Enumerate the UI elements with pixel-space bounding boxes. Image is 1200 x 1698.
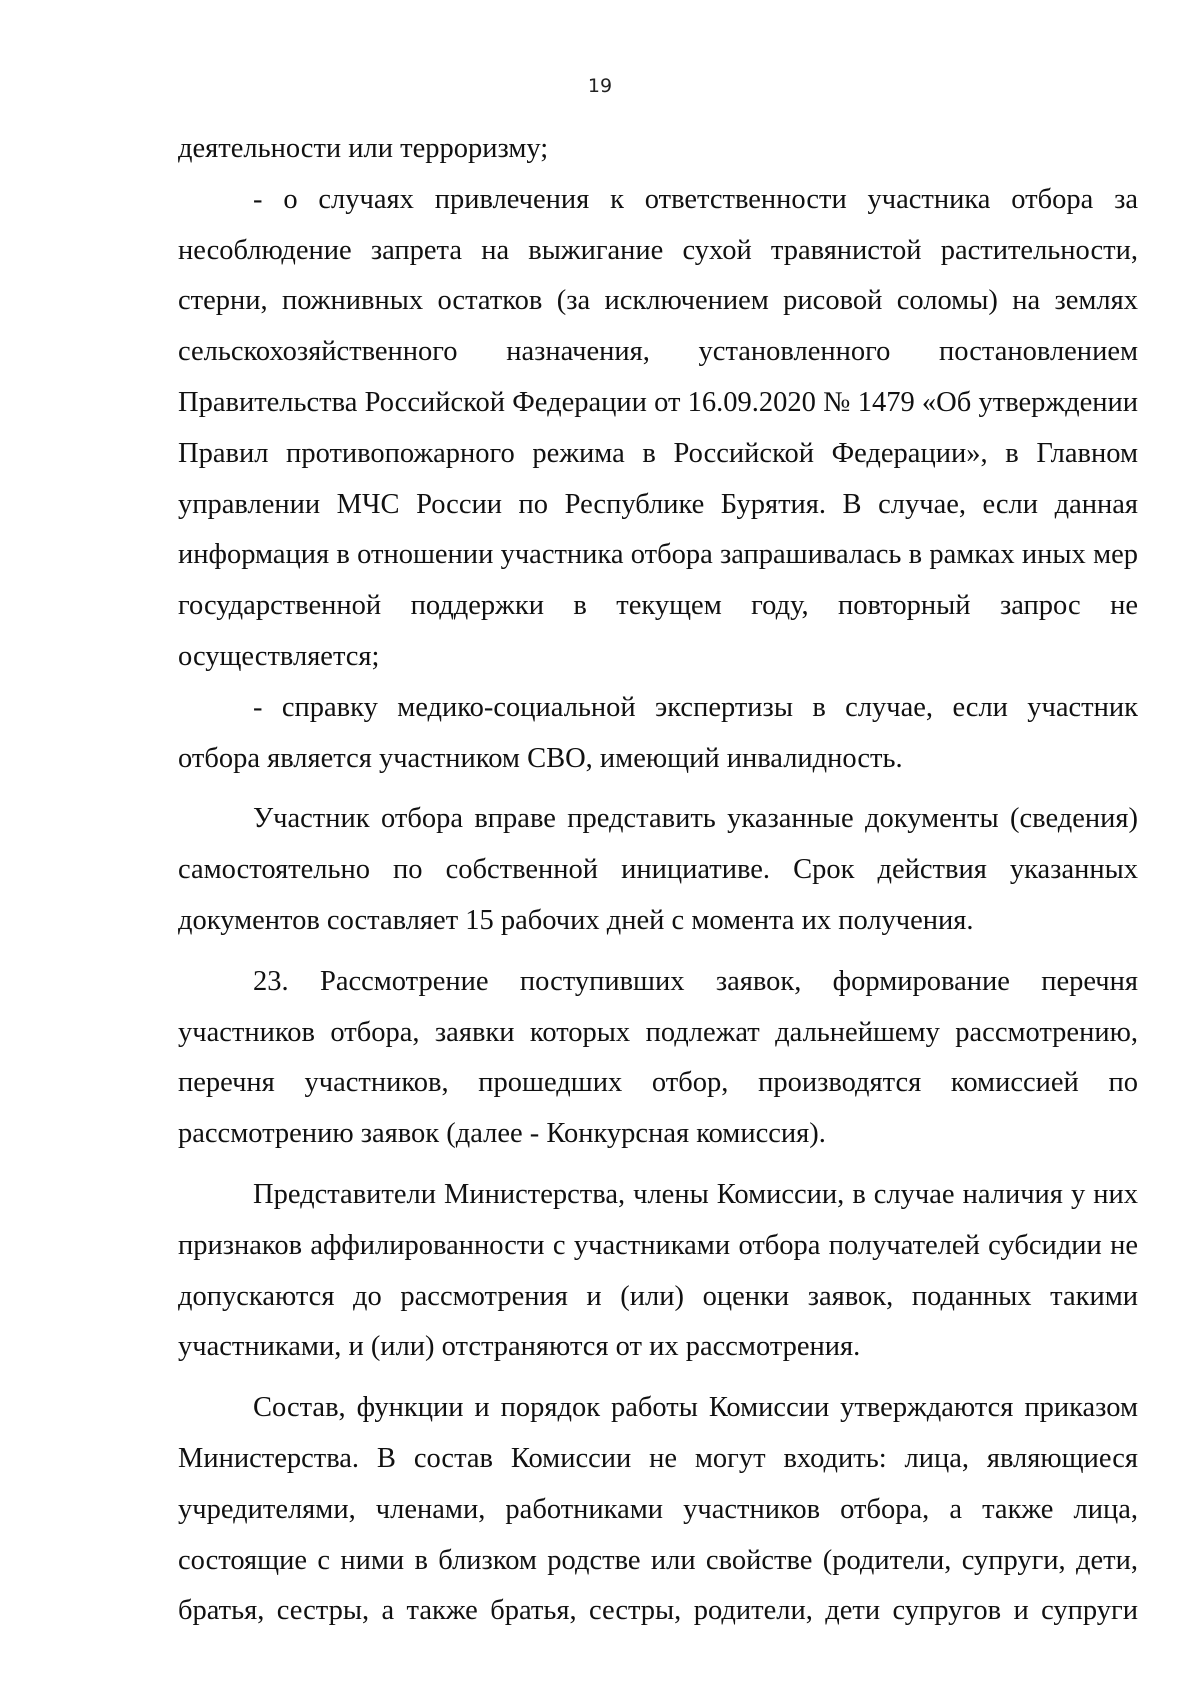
- paragraph-documents-validity: Участник отбора вправе представить указанные документы (сведения) самостоятельно по собственной инициативе. Срок действия указанных документов составляет 15 рабочих дней с момента их получения.: [178, 803, 1138, 936]
- paragraph-affiliation: Представители Министерства, члены Комиссии, в случае наличия у них признаков аффилированности с участниками отбора получателей субсидии не допускаются до рассмотрения и (или) оценки заявок, поданных такими участниками, и (или) отстраняются от их рассмотрения.: [178, 1178, 1138, 1363]
- page-number: 19: [587, 75, 613, 97]
- document-body: [178, 124, 1138, 1637]
- paragraph-fire-violations-request: - о случаях привлечения к ответственности участника отбора за несоблюдение запрета на выжигание сухой травянистой растительности, стерни, пожнивных остатков (за исключением рисовой соломы) на землях сельскохозяйственного назначения, установленного постановлением Правительства Российской Федерации от 16.09.2020 № 1479 «Об утверждении Правил противопожарного режима в Российской Федерации», в Главном управлении МЧС России по Республике Бурятия. В случае, если данная информация в отношении участника отбора запрашивалась в рамках иных мер государственной поддержки в текущем году, повторный запрос не осуществляется;: [178, 183, 1138, 672]
- paragraph-commission-composition: Состав, функции и порядок работы Комиссии утверждаются приказом Министерства. В состав Комиссии не могут входить: лица, являющиеся учредителями, членами, работниками участников отбора, а также лица, состоящие с ними в близком родстве или свойстве (родители, супруги, дети, братья, сестры, а также братья, сестры, родители, дети супругов и супруги: [178, 1392, 1138, 1627]
- paragraph-medical-certificate: - справку медико-социальной экспертизы в случае, если участник отбора является участником СВО, имеющий инвалидность.: [178, 691, 1138, 774]
- paragraph-item-23: 23. Рассмотрение поступивших заявок, формирование перечня участников отбора, заявки которых подлежат дальнейшему рассмотрению, перечня участников, прошедших отбор, производятся комиссией по рассмотрению заявок (далее - Конкурсная комиссия).: [178, 965, 1138, 1150]
- paragraph-continuation: деятельности или терроризму;: [178, 133, 549, 164]
